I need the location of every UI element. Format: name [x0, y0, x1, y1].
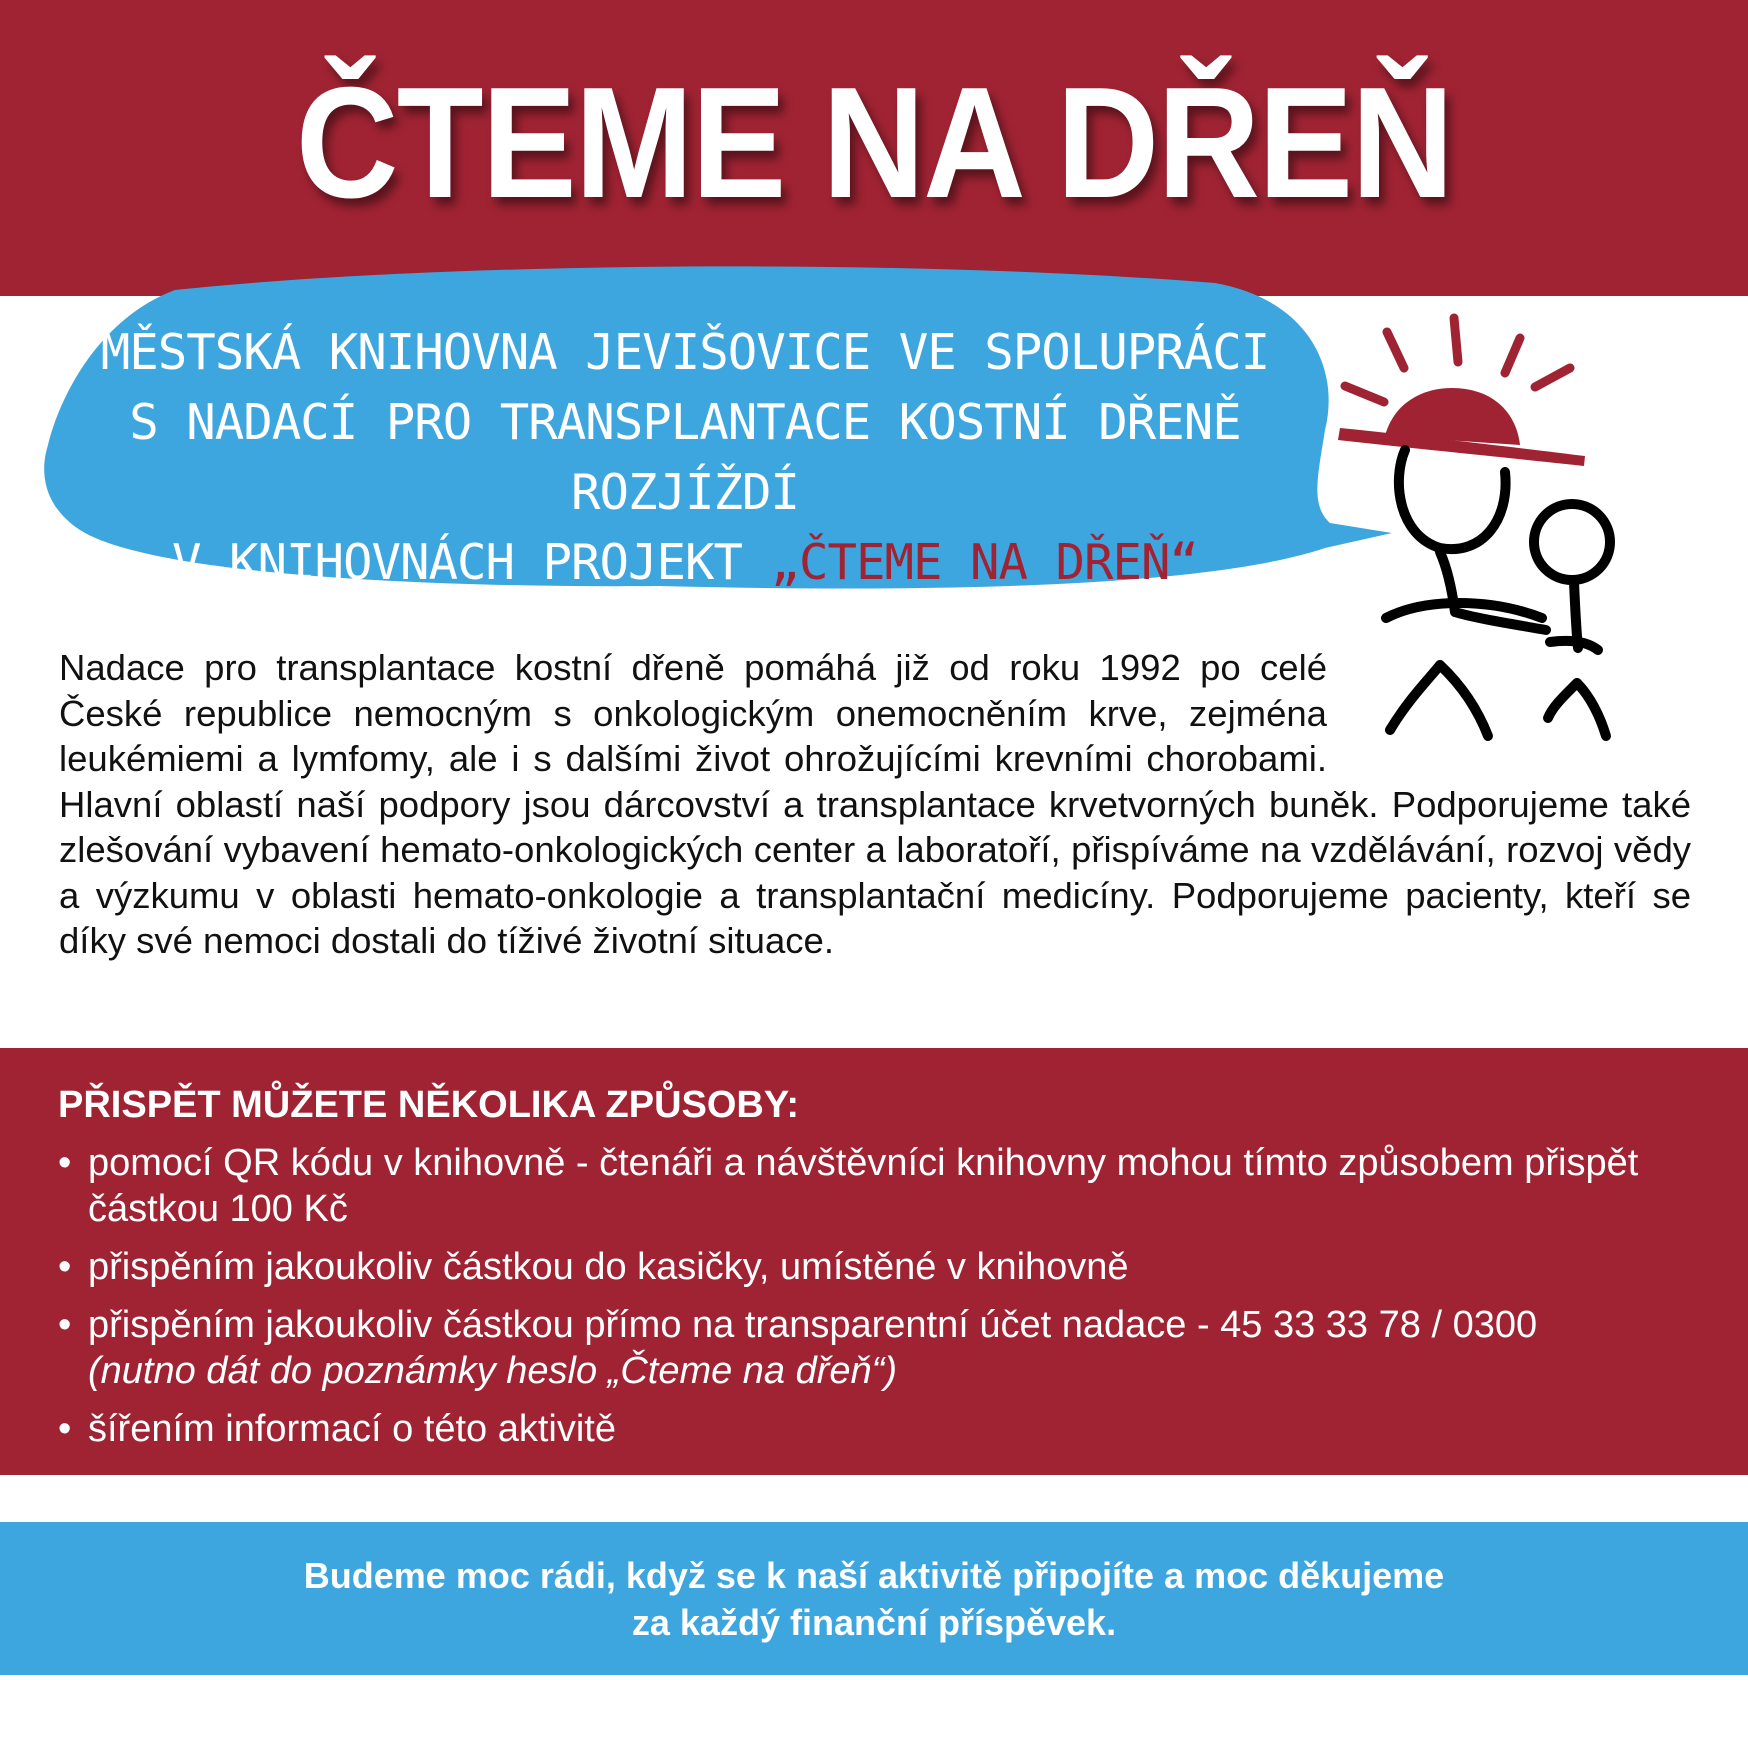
bullet: •	[58, 1246, 72, 1288]
bubble-line-2: S NADACÍ PRO TRANSPLANTACE KOSTNÍ DŘENĚ ROZJÍŽDÍ	[129, 394, 1241, 521]
support-item-text: přispěním jakoukoliv částkou do kasičky, umístěné v knihovně	[88, 1246, 1129, 1288]
thanks-line-1: Budeme moc rádi, když se k naší aktivitě připojíte a moc děkujeme	[303, 1555, 1445, 1596]
thanks-text	[0, 1552, 1748, 1646]
support-item-text: pomocí QR kódu v knihovně - čtenáři a návštěvníci knihovny mohou tímto způsobem přispět částkou 100 Kč	[88, 1142, 1639, 1230]
support-item-qr-code	[58, 1140, 1698, 1232]
support-item-text: přispěním jakoukoliv částkou přímo na transparentní účet nadace - 45 33 33 78 / 0300	[88, 1304, 1538, 1346]
support-item-text: šířením informací o této aktivitě	[88, 1408, 616, 1450]
support-item-note: (nutno dát do poznámky heslo „Čteme na dřeň“)	[88, 1350, 897, 1392]
thanks-line-2: za každý finanční příspěvek.	[631, 1602, 1117, 1643]
support-item-spread-info	[58, 1406, 1698, 1452]
bubble-project-name: „ČTEME NA DŘEŇ“	[770, 534, 1199, 591]
intro-paragraph	[59, 645, 1691, 964]
support-title: PŘISPĚT MŮŽETE NĚKOLIKA ZPŮSOBY:	[58, 1084, 800, 1126]
support-list	[58, 1140, 1698, 1464]
bullet: •	[58, 1142, 72, 1184]
thanks-band	[0, 1522, 1748, 1675]
support-item-bank-account	[58, 1302, 1698, 1394]
bubble-text	[70, 318, 1300, 598]
bullet: •	[58, 1408, 72, 1450]
illustration-spacer	[1327, 645, 1691, 781]
support-section	[0, 1048, 1748, 1475]
intro-text: Nadace pro transplantace kostní dřeně pomáhá již od roku 1992 po celé České republice nemocným s onkologickým onemocněním krve, zejména leukémiemi a lymfomy, ale i s dalšími život ohrožujícími krevními chorobami. Hlavní oblastí naší podpory jsou dárcovství a transplantace krvetvorných buněk. Podporujeme také zlešování vybavení hemato-onkologických center a laboratoří, přispíváme na vzdělávání, rozvoj vědy a výzkumu v oblasti hemato-onkologie a transplantační medicíny. Podporujeme pacienty, kteří se díky své nemoci dostali do tíživé životní situace.	[59, 647, 1691, 961]
bubble-line-3	[70, 528, 1300, 598]
main-title: ČTEME NA DŘEŇ	[295, 55, 1453, 231]
support-item-donation-box	[58, 1244, 1698, 1290]
bubble-line-3-prefix: V KNIHOVNÁCH PROJEKT	[171, 534, 771, 591]
bullet: •	[58, 1304, 72, 1346]
bubble-line-1: MĚSTSKÁ KNIHOVNA JEVIŠOVICE VE SPOLUPRÁCI	[100, 324, 1270, 381]
